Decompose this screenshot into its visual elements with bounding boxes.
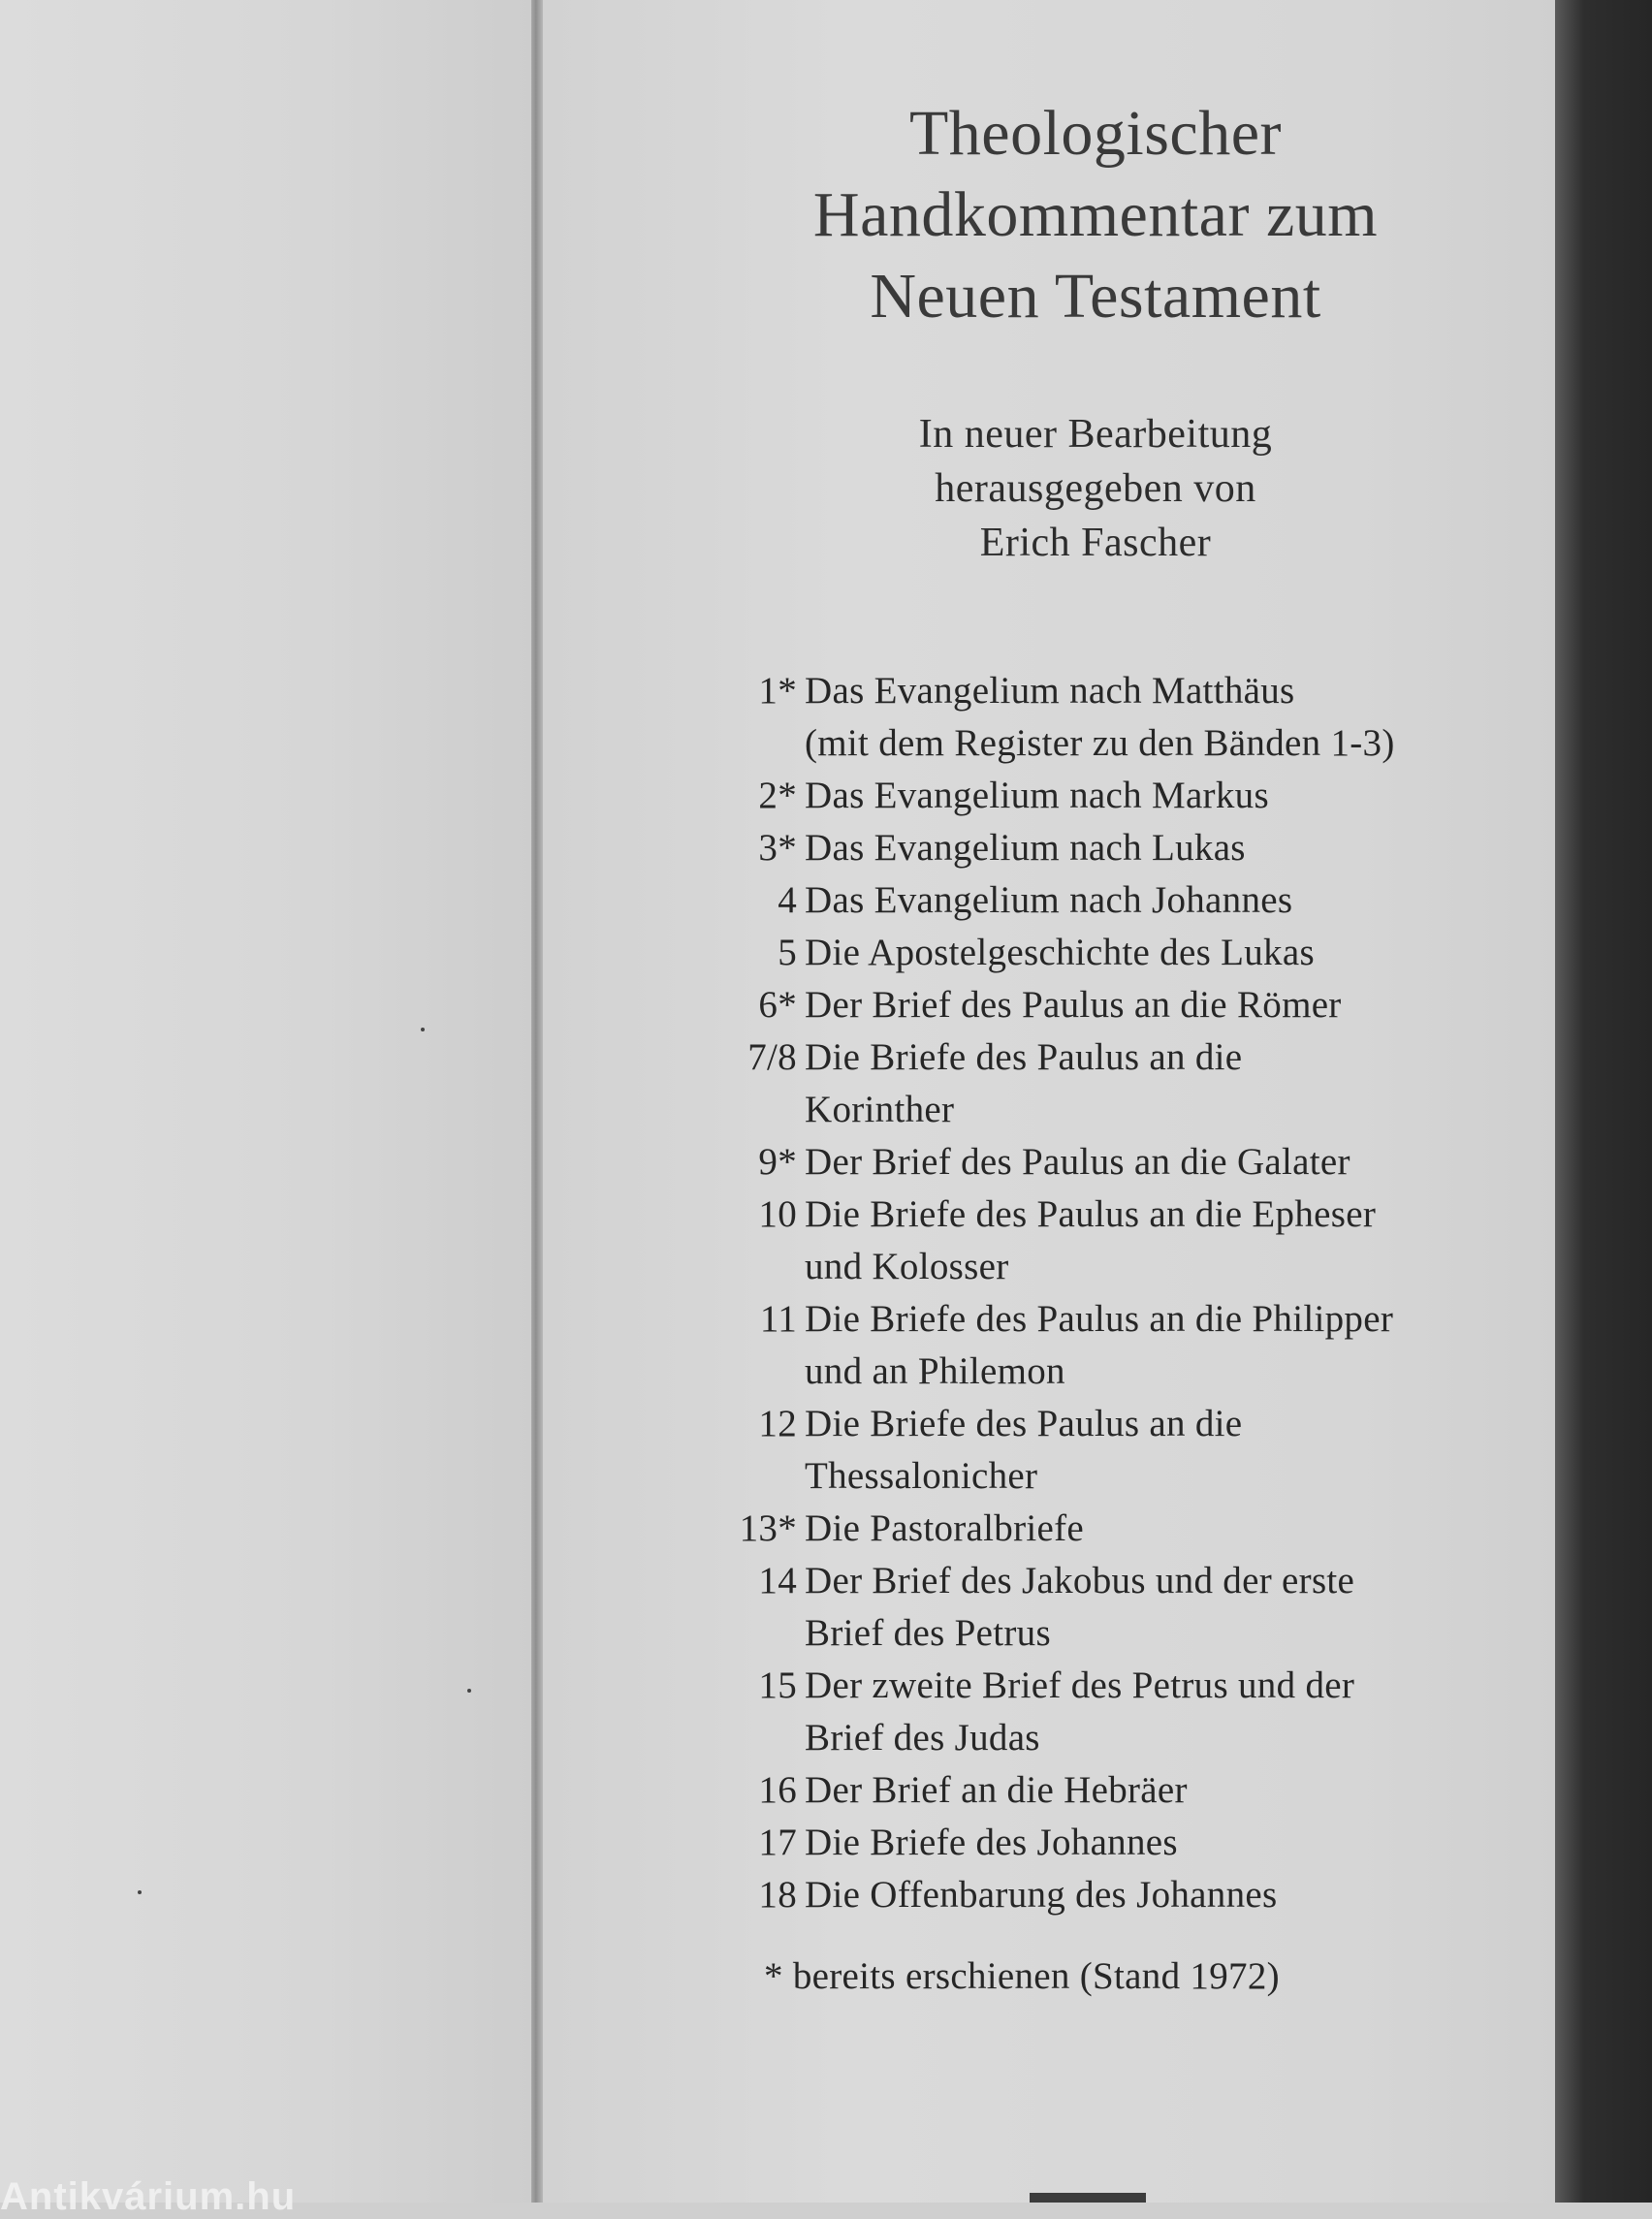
volume-item	[708, 1817, 1541, 1869]
volume-title: (mit dem Register zu den Bänden 1-3)	[805, 722, 1395, 764]
volume-item	[708, 770, 1541, 822]
volume-list	[708, 665, 1541, 1921]
series-title-line: Theologischer	[908, 98, 1283, 169]
volume-title: und an Philemon	[805, 1350, 1065, 1392]
paper-speck	[138, 1890, 142, 1894]
volume-number: 18	[758, 1874, 797, 1916]
volume-title: Der Brief des Paulus an die Römer	[805, 984, 1342, 1026]
volume-number: 13*	[739, 1507, 797, 1549]
volume-title: Die Briefe des Paulus an die	[805, 1036, 1243, 1078]
volume-number: 16	[758, 1769, 797, 1811]
volume-number: 9*	[758, 1141, 797, 1183]
volume-title: Die Briefe des Johannes	[805, 1822, 1178, 1863]
volume-title: Das Evangelium nach Lukas	[805, 827, 1246, 869]
volume-number: 15	[758, 1664, 797, 1706]
volume-number: 12	[758, 1403, 797, 1444]
volume-item	[708, 979, 1541, 1031]
footnote: * bereits erschienen (Stand 1972)	[764, 1955, 1280, 1997]
volume-item	[708, 1398, 1541, 1503]
volume-item	[708, 927, 1541, 979]
volume-title: und Kolosser	[805, 1246, 1009, 1287]
volume-title: Die Briefe des Paulus an die Philipper	[805, 1298, 1394, 1340]
volume-title: Das Evangelium nach Matthäus	[805, 670, 1295, 712]
editor-credit-line: In neuer Bearbeitung	[918, 412, 1273, 457]
series-title-line: Neuen Testament	[870, 261, 1321, 332]
paper-speck	[421, 1028, 425, 1031]
left-blank-page	[0, 0, 531, 2203]
volume-number: 5	[778, 932, 797, 973]
volume-item	[708, 1660, 1541, 1764]
volume-title: Thessalonicher	[805, 1455, 1038, 1497]
volume-item	[708, 874, 1541, 927]
volume-item	[708, 1293, 1541, 1398]
volume-title: Die Apostelgeschichte des Lukas	[805, 932, 1315, 973]
volume-number: 1*	[758, 670, 797, 712]
volume-number: 17	[758, 1822, 797, 1863]
book-cover-edge	[1555, 0, 1652, 2203]
volume-title: Das Evangelium nach Markus	[805, 775, 1269, 816]
volume-title: Die Offenbarung des Johannes	[805, 1874, 1278, 1916]
volume-item	[708, 665, 1541, 770]
volume-item	[708, 1869, 1541, 1921]
volume-item	[708, 1503, 1541, 1555]
volume-title: Brief des Petrus	[805, 1612, 1051, 1654]
volume-number: 2*	[758, 775, 797, 816]
book-gutter	[531, 0, 543, 2203]
volume-title: Der Brief an die Hebräer	[805, 1769, 1188, 1811]
volume-number: 10	[758, 1193, 797, 1235]
watermark-text: Antikvárium.hu	[0, 2175, 297, 2218]
paper-speck	[467, 1689, 471, 1693]
volume-title: Die Briefe des Paulus an die	[805, 1403, 1243, 1444]
volume-number: 3*	[758, 827, 797, 869]
volume-item	[708, 1031, 1541, 1136]
volume-number: 7/8	[747, 1036, 797, 1078]
volume-title: Das Evangelium nach Johannes	[805, 879, 1293, 921]
series-title-line: Handkommentar zum	[812, 179, 1379, 250]
series-title	[737, 93, 1454, 337]
volume-title: Der zweite Brief des Petrus und der	[805, 1664, 1355, 1706]
volume-number: 11	[759, 1298, 797, 1340]
editor-credit-line: herausgegeben von	[935, 466, 1256, 511]
volume-title: Der Brief des Jakobus und der erste	[805, 1560, 1355, 1601]
volume-title: Der Brief des Paulus an die Galater	[805, 1141, 1350, 1183]
bottom-edge-mark	[1030, 2193, 1146, 2203]
volume-item	[708, 1136, 1541, 1189]
volume-title: Die Briefe des Paulus an die Epheser	[805, 1193, 1377, 1235]
volume-number: 14	[758, 1560, 797, 1601]
volume-item	[708, 1764, 1541, 1817]
volume-title: Die Pastoralbriefe	[805, 1507, 1085, 1549]
editor-name: Erich Fascher	[979, 521, 1212, 565]
volume-item	[708, 822, 1541, 874]
editor-credit	[737, 407, 1454, 570]
volume-number: 6*	[758, 984, 797, 1026]
volume-item	[708, 1555, 1541, 1660]
volume-number: 4	[778, 879, 797, 921]
volume-item	[708, 1189, 1541, 1293]
volume-title: Korinther	[805, 1089, 955, 1130]
volume-title: Brief des Judas	[805, 1717, 1040, 1759]
